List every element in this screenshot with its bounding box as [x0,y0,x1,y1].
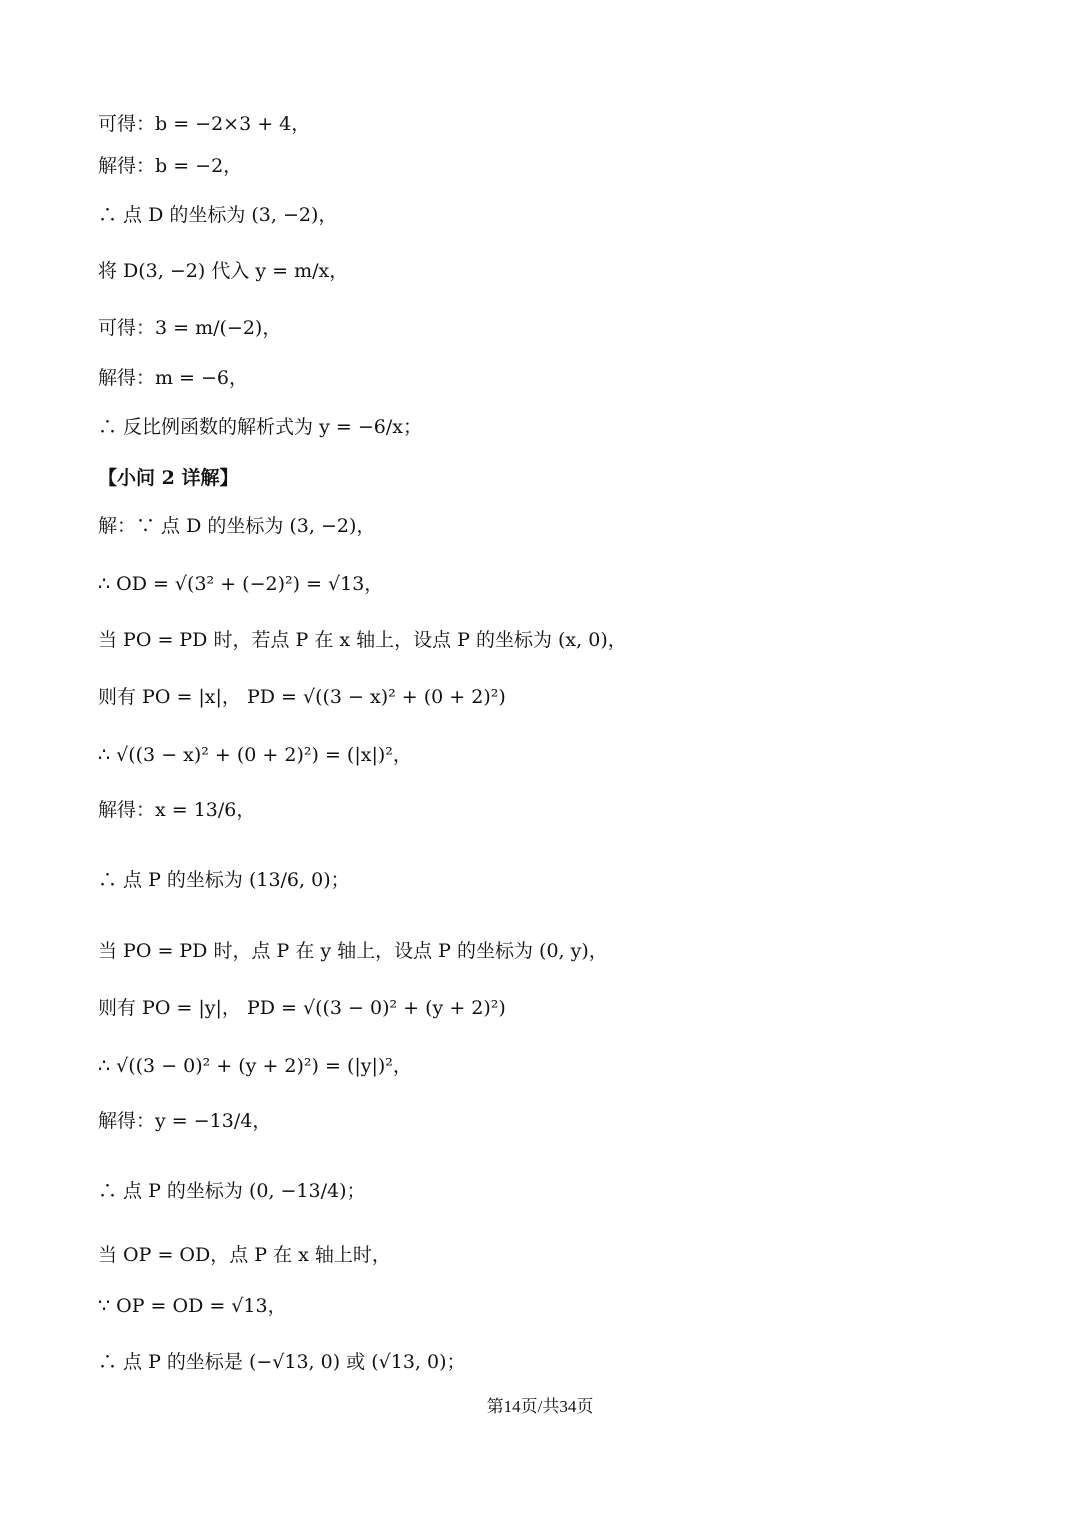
solution-line: ∴ 反比例函数的解析式为 y = −6/x； [98,416,422,438]
solution-line: 当 PO = PD 时，点 P 在 y 轴上，设点 P 的坐标为 (0, y)， [98,940,608,962]
solution-line: 当 PO = PD 时，若点 P 在 x 轴上，设点 P 的坐标为 (x, 0)， [98,629,627,651]
solution-line: ∴ 点 P 的坐标为 (0, −13/4)； [98,1180,366,1202]
solution-line: ∴ 点 P 的坐标为 (13/6, 0)； [98,869,350,891]
solution-line: 可得：3 = m/(−2)， [98,317,282,339]
solution-line: 解得：b = −2， [98,155,243,177]
solution-line: ∴ 点 D 的坐标为 (3, −2)， [98,204,338,226]
solution-line: 解得：x = 13/6， [98,799,256,821]
solution-line: ∴ OD = √(3² + (−2)²) = √13， [98,573,384,595]
page-number-footer: 第14页/共34页 [486,1397,594,1416]
solution-line: 解：∵ 点 D 的坐标为 (3, −2)， [98,515,376,537]
solution-line: 解得：y = −13/4， [98,1110,272,1132]
solution-line: 可得：b = −2×3 + 4， [98,113,311,135]
solution-line: 将 D(3, −2) 代入 y = m/x， [98,260,349,282]
solution-line: ∵ OP = OD = √13， [98,1295,287,1317]
solution-line: 当 OP = OD，点 P 在 x 轴上时， [98,1244,391,1266]
solution-line: 则有 PO = |y|， PD = √((3 − 0)² + (y + 2)²) [98,997,506,1019]
solution-line: ∴ √((3 − x)² + (0 + 2)²) = (|x|)²， [98,744,412,766]
solution-line: 则有 PO = |x|， PD = √((3 − x)² + (0 + 2)²) [98,686,506,708]
section-heading: 【小问 2 详解】 [98,467,239,489]
solution-line: 解得：m = −6， [98,367,249,389]
solution-line: ∴ 点 P 的坐标是 (−√13, 0) 或 (√13, 0)； [98,1351,466,1373]
solution-line: ∴ √((3 − 0)² + (y + 2)²) = (|y|)²， [98,1055,412,1077]
